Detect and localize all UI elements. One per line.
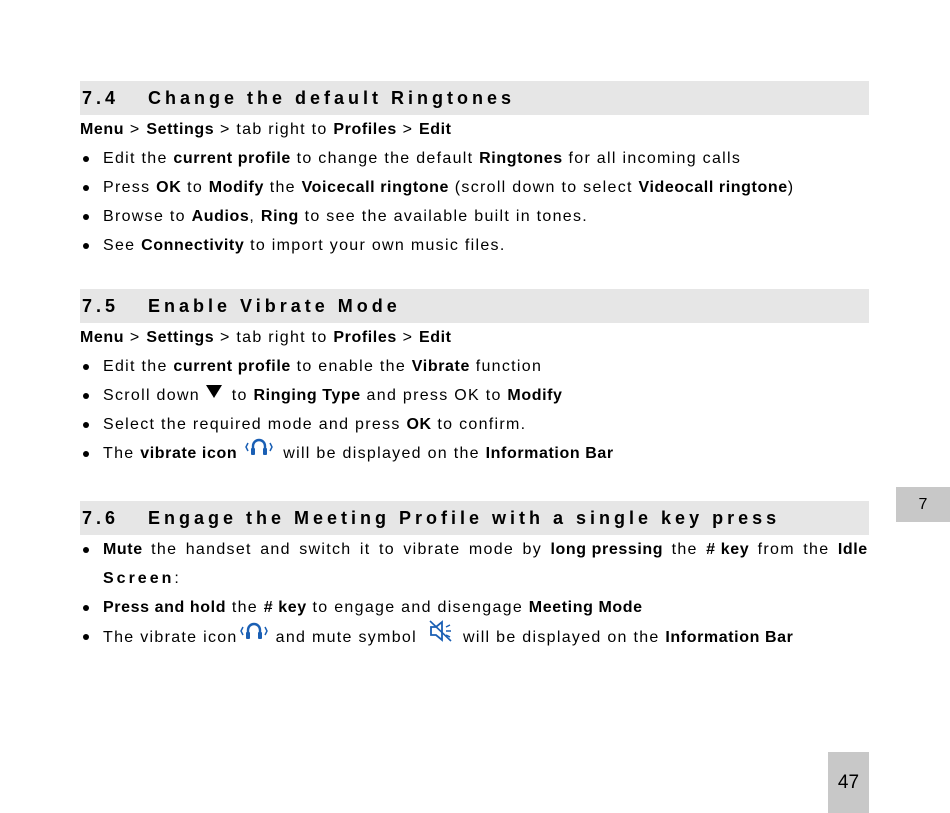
page-number: 47 — [828, 752, 869, 813]
list-item: Edit the current profile to change the default Ringtones for all incoming calls — [80, 144, 869, 173]
list-item: Press OK to Modify the Voicecall ringtone (scroll down to select Videocall ringtone) — [80, 173, 869, 202]
section-number: 7.5 — [82, 295, 120, 316]
vibrate-icon — [245, 437, 273, 467]
list-item: The vibrate icon and mute symbol will be displayed on the Information Bar — [80, 622, 869, 651]
section-heading — [80, 289, 869, 323]
section-title: Enable Vibrate Mode — [148, 295, 401, 316]
list-item: Select the required mode and press OK to confirm. — [80, 410, 869, 439]
list-item: See Connectivity to import your own music files. — [80, 231, 869, 260]
section-number: 7.4 — [82, 87, 120, 108]
section-heading — [80, 501, 869, 535]
list-item: Mute the handset and switch it to vibrate mode by long pressing the # key from the Idle — [80, 535, 869, 564]
vibrate-icon — [240, 621, 268, 651]
scroll-down-arrow-icon — [206, 379, 222, 408]
section-7-4 — [80, 81, 869, 260]
menu-path: Menu > Settings > tab right to Profiles > Edit — [80, 121, 452, 138]
section-title: Change the default Ringtones — [148, 87, 516, 108]
chapter-tab: 7 — [896, 487, 950, 522]
mute-symbol-icon — [429, 620, 453, 652]
section-7-5 — [80, 289, 869, 468]
list-item-continuation: Screen: — [103, 570, 181, 587]
list-item: Browse to Audios, Ring to see the available built in tones. — [80, 202, 869, 231]
list-item: Edit the current profile to enable the Vibrate function — [80, 352, 869, 381]
section-7-6 — [80, 501, 869, 651]
section-number: 7.6 — [82, 507, 120, 528]
section-heading — [80, 81, 869, 115]
list-item: Scroll down to Ringing Type and press OK to Modify — [80, 381, 869, 410]
menu-path: Menu > Settings > tab right to Profiles > Edit — [80, 329, 452, 346]
list-item: Press and hold the # key to engage and disengage Meeting Mode — [80, 593, 869, 622]
section-title: Engage the Meeting Profile with a single key press — [148, 507, 781, 528]
list-item: The vibrate icon will be displayed on the Information Bar — [80, 439, 869, 468]
